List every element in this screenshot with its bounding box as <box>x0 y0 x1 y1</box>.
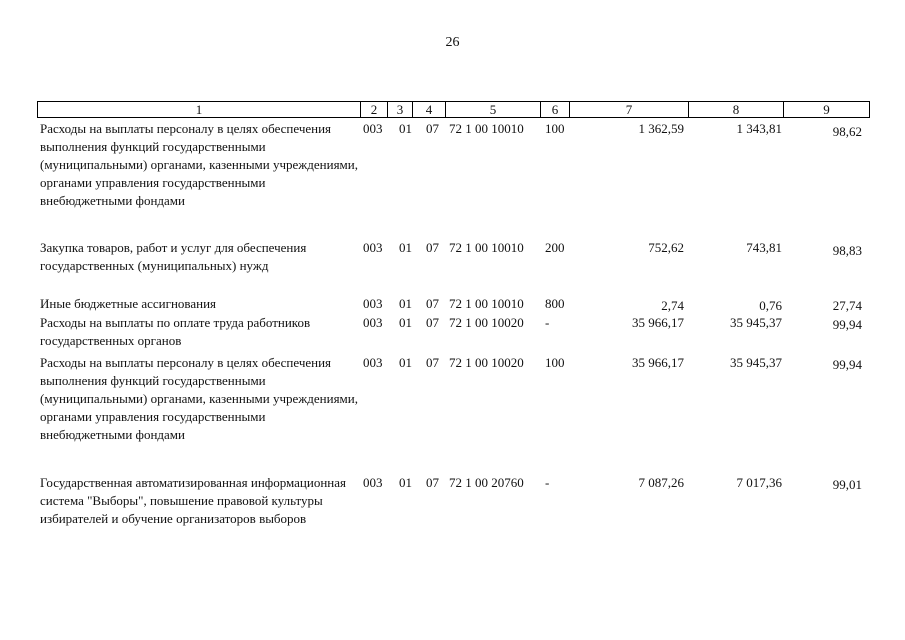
row-subsection: 07 <box>426 121 439 136</box>
row-expense-type: 100 <box>545 121 565 136</box>
header-cell-3: 3 <box>388 102 413 117</box>
header-cell-1: 1 <box>38 102 361 117</box>
row-code: 003 <box>363 355 383 370</box>
page-number: 26 <box>445 35 460 50</box>
row-col9: 27,74 <box>832 298 862 313</box>
row-col9: 98,83 <box>832 243 862 258</box>
header-cell-5: 5 <box>446 102 541 117</box>
row-col9: 99,94 <box>832 317 862 332</box>
row-name: Иные бюджетные ассигнования <box>40 296 217 311</box>
row-name: Закупка товаров, работ и услуг для обеспечения государственных (муниципальных) нужд <box>40 240 307 273</box>
row-name: Расходы на выплаты по оплате труда работников государственных органов <box>40 315 311 348</box>
row-expense-type: 100 <box>545 355 565 370</box>
row-code: 003 <box>363 315 383 330</box>
row-expense-type: 800 <box>545 296 565 311</box>
row-section: 01 <box>399 355 412 370</box>
row-target: 72 1 00 10010 <box>449 296 524 311</box>
row-name: Расходы на выплаты персоналу в целях обеспечения выполнения функций государственными (муниципальными) органами, казенными учреждениями, органами управления государственными внебюджетными фондами <box>40 121 358 208</box>
header-cell-8: 8 <box>689 102 784 117</box>
row-name: Государственная автоматизированная информационная система "Выборы", повышение правовой культуры избирателей и обучение организаторов выборов <box>40 475 346 526</box>
row-expense-type: - <box>545 315 550 330</box>
row-col9: 98,62 <box>832 124 862 139</box>
header-cell-6: 6 <box>541 102 570 117</box>
row-target: 72 1 00 10010 <box>449 121 524 136</box>
row-col7: 752,62 <box>648 240 684 255</box>
header-cell-2: 2 <box>361 102 388 117</box>
row-col8: 743,81 <box>746 240 782 255</box>
row-code: 003 <box>363 121 383 136</box>
row-subsection: 07 <box>426 296 439 311</box>
row-section: 01 <box>399 121 412 136</box>
row-col7: 7 087,26 <box>638 475 684 490</box>
row-col9: 99,94 <box>832 357 862 372</box>
row-subsection: 07 <box>426 240 439 255</box>
row-col7: 35 966,17 <box>632 355 684 370</box>
row-section: 01 <box>399 240 412 255</box>
row-col7: 35 966,17 <box>632 315 684 330</box>
row-subsection: 07 <box>426 355 439 370</box>
row-name: Расходы на выплаты персоналу в целях обеспечения выполнения функций государственными (муниципальными) органами, казенными учреждениями, органами управления государственными внебюджетными фондами <box>40 355 358 442</box>
row-expense-type: 200 <box>545 240 565 255</box>
row-col9: 99,01 <box>832 477 862 492</box>
row-code: 003 <box>363 296 383 311</box>
table-header <box>37 101 870 118</box>
row-col8: 0,76 <box>759 298 782 313</box>
row-section: 01 <box>399 296 412 311</box>
row-col8: 1 343,81 <box>736 121 782 136</box>
row-col8: 7 017,36 <box>736 475 782 490</box>
header-cell-4: 4 <box>413 102 446 117</box>
row-expense-type: - <box>545 475 550 490</box>
row-code: 003 <box>363 475 383 490</box>
row-target: 72 1 00 20760 <box>449 475 524 490</box>
row-target: 72 1 00 10010 <box>449 240 524 255</box>
row-col8: 35 945,37 <box>730 315 782 330</box>
row-code: 003 <box>363 240 383 255</box>
row-subsection: 07 <box>426 315 439 330</box>
row-section: 01 <box>399 475 412 490</box>
row-col7: 1 362,59 <box>638 121 684 136</box>
row-target: 72 1 00 10020 <box>449 355 524 370</box>
row-col7: 2,74 <box>661 298 684 313</box>
row-col8: 35 945,37 <box>730 355 782 370</box>
row-section: 01 <box>399 315 412 330</box>
row-target: 72 1 00 10020 <box>449 315 524 330</box>
header-cell-7: 7 <box>570 102 689 117</box>
row-subsection: 07 <box>426 475 439 490</box>
header-cell-9: 9 <box>823 102 830 117</box>
